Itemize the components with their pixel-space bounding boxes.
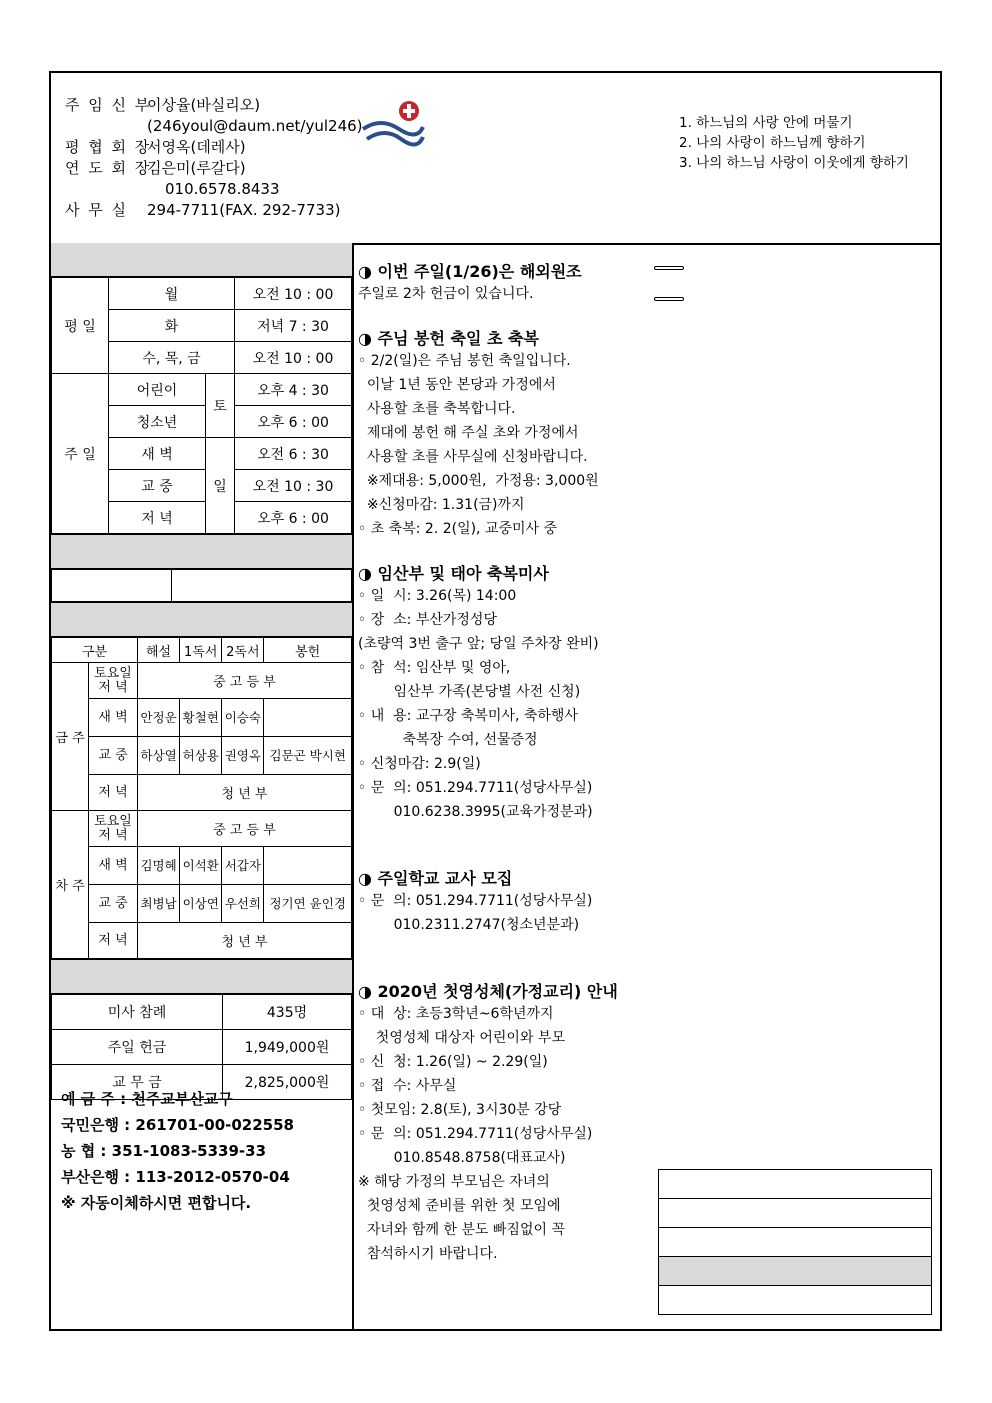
staff-label: 주 임 신 부 (65, 96, 152, 114)
bank-row: ※ 자동이체하시면 편합니다. (61, 1194, 252, 1212)
liturgy-person: 이석환 (180, 847, 222, 885)
staff-label: 평 협 회 장 (65, 138, 152, 156)
liturgy-person: 서갑자 (222, 847, 264, 885)
staff-row (65, 137, 363, 158)
notice-heading: ◑ 임산부 및 태아 축복미사 (358, 564, 549, 583)
notice-line: 제대에 봉헌 해 주실 초와 가정에서 (358, 425, 579, 441)
offering-label: 교 무 금 (52, 1065, 223, 1100)
liturgy-person: 이상연 (180, 885, 222, 923)
notice-line: 첫영성체 대상자 어린이와 부모 (358, 1030, 565, 1046)
liturgy-header: 1독서 (180, 638, 222, 663)
liturgy-person: 최병남 (138, 885, 180, 923)
offering-value: 1,949,000원 (223, 1030, 352, 1065)
notice-heading: ◑ 2020년 첫영성체(가정교리) 안내 (358, 982, 618, 1001)
right-column (648, 243, 940, 305)
staff-row (65, 116, 363, 137)
mass-group: 새 벽 (109, 438, 206, 470)
header (51, 73, 940, 245)
notice-line: ◦ 장 소: 부산가정성당 (358, 612, 497, 628)
mass-time: 오전 10 : 00 (235, 278, 352, 310)
sunday-label: 주 일 (52, 374, 109, 534)
transfer-out-block (648, 286, 940, 305)
mass-title (51, 243, 352, 277)
staff-value: 이상율(바실리오) (147, 96, 261, 114)
liturgy-person: 이승숙 (222, 699, 264, 737)
liturgy-person: 정기연 윤인경 (264, 885, 352, 923)
theme-item: 1. 하느님의 사랑 안에 머물기 (679, 115, 853, 131)
notice-line: 축복장 수여, 선물증정 (358, 732, 538, 748)
liturgy-person: 김명혜 (138, 847, 180, 885)
mass-group: 어린이 (109, 374, 206, 406)
notice-line: ◦ 대 상: 초등3학년~6학년까지 (358, 1006, 554, 1022)
mass-time: 오후 6 : 00 (235, 502, 352, 534)
notice-line: ◦ 신 청: 1.26(일) ~ 2.29(일) (358, 1054, 548, 1070)
staff-value: 서영옥(데레사) (147, 138, 246, 156)
staff-row (65, 200, 363, 221)
cleaning-row-1 (659, 1199, 931, 1228)
notice-line: 주일로 2차 헌금이 있습니다. (358, 286, 534, 302)
notice-line: ※신청마감: 1.31(금)까지 (358, 497, 525, 513)
notice-section (354, 259, 646, 306)
liturgy-table (51, 637, 352, 959)
liturgy-group: 청 년 부 (138, 923, 352, 959)
liturgy-group: 중 고 등 부 (138, 811, 352, 847)
liturgy-week-label: 금 주 (52, 663, 89, 811)
mass-time: 오전 10 : 00 (235, 342, 352, 374)
liturgy-header: 봉헌 (264, 638, 352, 663)
catechumen-label (52, 570, 172, 602)
staff-value: 294-7711(FAX. 292-7733) (147, 201, 341, 219)
notice-line: 010.2311.2747(청소년분과) (358, 917, 580, 933)
mass-time: 오전 6 : 30 (235, 438, 352, 470)
tea-service-title (659, 1257, 931, 1286)
liturgy-person: 권영옥 (222, 737, 264, 775)
notice-line: ◦ 일 시: 3.26(목) 14:00 (358, 588, 517, 604)
liturgy-header: 해설 (138, 638, 180, 663)
staff-row (65, 95, 363, 116)
liturgy-person: 김문곤 박시현 (264, 737, 352, 775)
notice-line: 사용할 초를 축복합니다. (358, 401, 516, 417)
bank-row: 농 협 : 351-1083-5339-33 (61, 1142, 267, 1160)
notice-line: ◦ 내 용: 교구장 축복미사, 축하행사 (358, 708, 578, 724)
liturgy-slot: 새 벽 (89, 699, 138, 737)
liturgy-slot: 새 벽 (89, 847, 138, 885)
liturgy-header: 구분 (52, 638, 138, 663)
offering-label: 미사 참례 (52, 995, 223, 1030)
theme-item: 2. 나의 사랑이 하느님께 향하기 (679, 135, 866, 151)
notice-line: ◦ 접 수: 사무실 (358, 1078, 457, 1094)
catechumen-time (172, 570, 352, 602)
cleaning-title (659, 1170, 931, 1199)
liturgy-slot: 저 녁 (89, 775, 138, 811)
notice-line: 사용할 초를 사무실에 신청바랍니다. (358, 449, 588, 465)
theme-item: 3. 나의 하느님 사랑이 이웃에게 향하기 (679, 155, 909, 171)
notice-line: 첫영성체 준비를 위한 첫 모임에 (358, 1198, 561, 1214)
liturgy-slot: 저 녁 (89, 923, 138, 959)
liturgy-person (264, 847, 352, 885)
staff-value: 김은미(루갈다) (147, 159, 246, 177)
liturgy-group: 청 년 부 (138, 775, 352, 811)
notice-section (354, 979, 646, 1266)
liturgy-group: 중 고 등 부 (138, 663, 352, 699)
notice-line: ◦ 문 의: 051.294.7711(성당사무실) (358, 780, 593, 796)
liturgy-person (264, 699, 352, 737)
liturgy-person: 황철현 (180, 699, 222, 737)
notice-section (354, 561, 646, 824)
catechumen-title (51, 534, 352, 569)
offering-title (51, 959, 352, 994)
notice-section (354, 326, 646, 541)
notice-line: ※ 해당 가정의 부모님은 자녀의 (358, 1174, 550, 1190)
notice-heading: ◑ 주일학교 교사 모집 (358, 869, 513, 888)
transfer-in-badge (654, 266, 684, 270)
church-logo (361, 99, 651, 159)
staff-list (65, 95, 363, 221)
mass-day: 월 (109, 278, 235, 310)
liturgy-slot: 교 중 (89, 885, 138, 923)
offering-value: 435명 (223, 995, 352, 1030)
notice-line: 임산부 가족(본당별 사전 신청) (358, 684, 581, 700)
notice-line: 010.6238.3995(교육가정분과) (358, 804, 593, 820)
staff-row (65, 179, 363, 200)
tea-service-group (659, 1286, 931, 1314)
liturgy-week-label: 차 주 (52, 811, 89, 959)
notice-line: ◦ 첫모임: 2.8(토), 3시30분 강당 (358, 1102, 562, 1118)
notice-line: (초량역 3번 출구 앞; 당일 주차장 완비) (358, 636, 599, 652)
offering-value: 2,825,000원 (223, 1065, 352, 1100)
bank-row: 예 금 주 : 천주교부산교구 (61, 1090, 233, 1108)
liturgy-person: 하상열 (138, 737, 180, 775)
mass-day: 수, 목, 금 (109, 342, 235, 374)
notice-line: ◦ 초 축복: 2. 2(일), 교중미사 중 (358, 521, 558, 537)
bank-block (51, 1078, 352, 1216)
mass-group: 저 녁 (109, 502, 206, 534)
mass-group: 청소년 (109, 406, 206, 438)
mass-group: 교 중 (109, 470, 206, 502)
notice-line: 이날 1년 동안 본당과 가정에서 (358, 377, 556, 393)
bank-row: 국민은행 : 261701-00-022558 (61, 1116, 294, 1134)
notice-line: ◦ 문 의: 051.294.7711(성당사무실) (358, 893, 593, 909)
liturgy-person: 허상용 (180, 737, 222, 775)
liturgy-person: 우선희 (222, 885, 264, 923)
staff-label: 사 무 실 (65, 201, 129, 219)
liturgy-slot: 토요일 저 녁 (89, 811, 138, 847)
mass-time: 저녁 7 : 30 (235, 310, 352, 342)
liturgy-header: 2독서 (222, 638, 264, 663)
liturgy-title (51, 602, 352, 637)
saturday-label: 토 (206, 374, 235, 438)
liturgy-person: 안정운 (138, 699, 180, 737)
mass-table (51, 277, 352, 534)
mass-day: 화 (109, 310, 235, 342)
notice-line: 참석하시기 바랍니다. (358, 1246, 498, 1262)
notice-line: ◦ 문 의: 051.294.7711(성당사무실) (358, 1126, 593, 1142)
left-column (51, 243, 354, 1329)
notice-line: ◦ 2/2(일)은 주님 봉헌 축일입니다. (358, 353, 571, 369)
bulletin-frame (49, 71, 942, 1331)
cleaning-box (658, 1169, 932, 1315)
church-emblem-icon (361, 99, 425, 155)
mass-time: 오전 10 : 30 (235, 470, 352, 502)
offering-label: 주일 헌금 (52, 1030, 223, 1065)
notice-line: ◦ 신청마감: 2.9(일) (358, 756, 481, 772)
theme-block (671, 99, 931, 173)
notice-heading: ◑ 주님 봉헌 축일 초 축복 (358, 329, 539, 348)
liturgy-slot: 교 중 (89, 737, 138, 775)
notice-line: 자녀와 함께 한 분도 빠짐없이 꼭 (358, 1222, 565, 1238)
cleaning-row-2 (659, 1228, 931, 1257)
staff-value: (246youl@daum.net/yul246) (147, 117, 363, 135)
theme-list (671, 113, 931, 173)
bank-rows (51, 1086, 352, 1216)
liturgy-slot: 토요일 저 녁 (89, 663, 138, 699)
catechumen-table (51, 569, 352, 602)
weekday-label: 평 일 (52, 278, 109, 374)
notice-line: ◦ 참 석: 임산부 및 영아, (358, 660, 511, 676)
staff-row (65, 158, 363, 179)
middle-column (354, 243, 646, 1266)
transfer-in-block (648, 255, 940, 274)
staff-value: 010.6578.8433 (165, 180, 280, 198)
notice-line: 010.8548.8758(대표교사) (358, 1150, 566, 1166)
notice-line: ※제대용: 5,000원, 가정용: 3,000원 (358, 473, 599, 489)
bank-row: 부산은행 : 113-2012-0570-04 (61, 1168, 290, 1186)
mass-time: 오후 4 : 30 (235, 374, 352, 406)
staff-label: 연 도 회 장 (65, 159, 152, 177)
notice-heading: ◑ 이번 주일(1/26)은 해외원조 (358, 262, 582, 281)
notice-section (354, 866, 646, 937)
sunday-day-label: 일 (206, 438, 235, 534)
mass-time: 오후 6 : 00 (235, 406, 352, 438)
transfer-out-badge (654, 297, 684, 301)
